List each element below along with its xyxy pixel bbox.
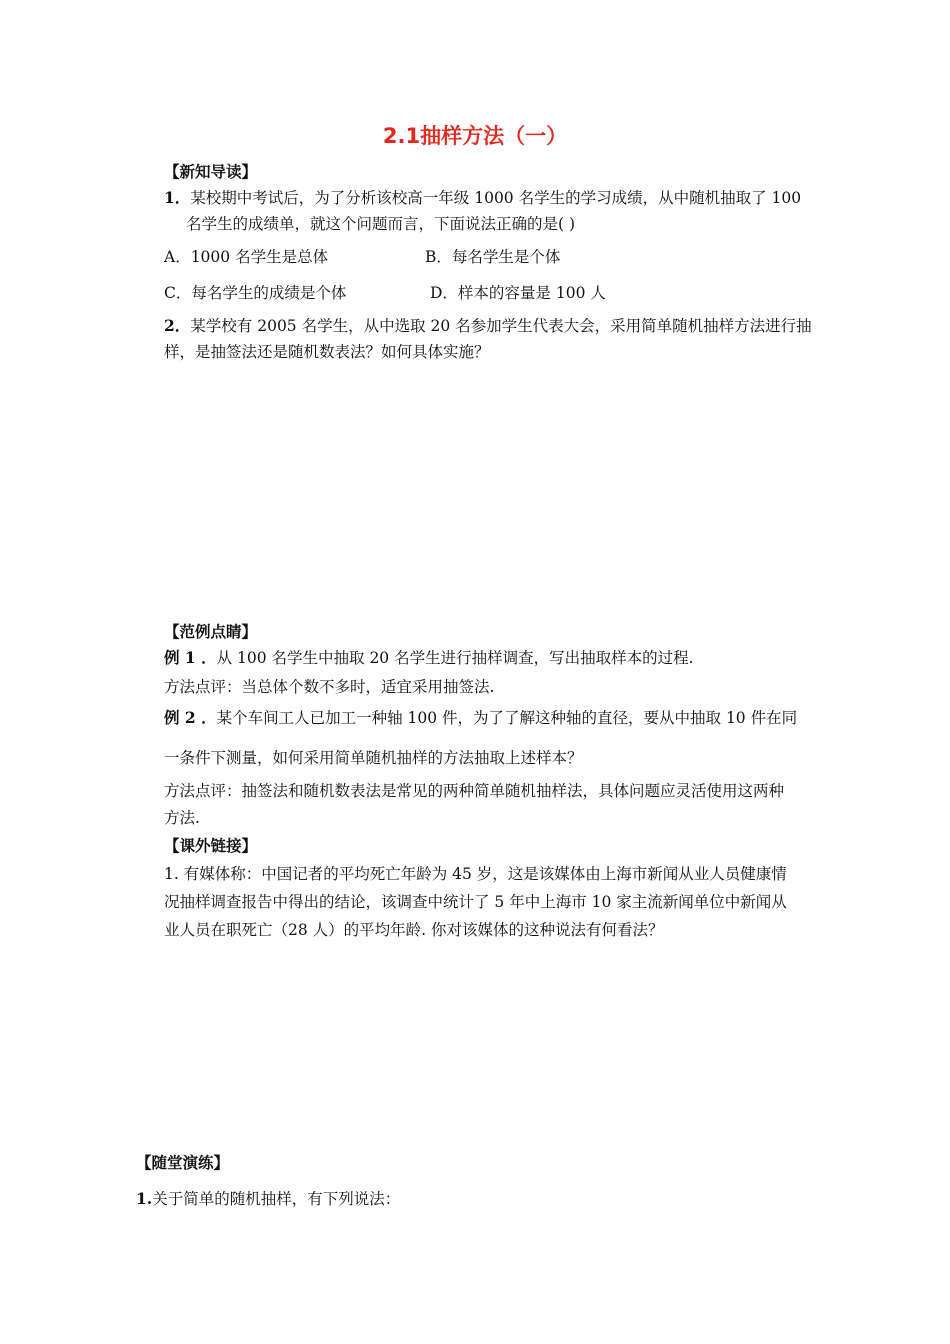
section-heading-extracurricular: 【课外链接】 (164, 837, 258, 855)
question-1-text: 某校期中考试后，为了分析该校高一年级 1000 名学生的学习成绩，从中随机抽取了 100 (190, 189, 802, 207)
example-2-line-1 (164, 706, 797, 728)
section-heading-new-knowledge: 【新知导读】 (164, 163, 258, 181)
example-1-text: 从 100 名学生中抽取 20 名学生进行抽样调查，写出抽取样本的过程. (216, 649, 694, 667)
example-1 (164, 646, 694, 668)
practice-question-1-text: 关于简单的随机抽样，有下列说法： (152, 1190, 401, 1208)
example-2-comment-line-1: 方法点评：抽签法和随机数表法是常见的两种简单随机抽样法，具体问题应灵活使用这两种 (164, 782, 785, 800)
question-2-number: 2． (164, 316, 191, 335)
practice-question-1-number: 1. (136, 1189, 153, 1208)
practice-question-1 (136, 1187, 400, 1209)
link-question-line-1: 1. 有媒体称：中国记者的平均死亡年龄为 45 岁，这是该媒体由上海市新闻从业人员健康情 (164, 865, 787, 883)
option-b: B．每名学生是个体 (425, 248, 561, 266)
option-a: A．1000 名学生是总体 (164, 248, 329, 266)
question-1-line-2: 名学生的成绩单，就这个问题而言，下面说法正确的是( ) (186, 215, 576, 233)
question-2-line-1 (164, 314, 812, 336)
option-c: C．每名学生的成绩是个体 (164, 284, 347, 302)
example-1-comment: 方法点评：当总体个数不多时，适宜采用抽签法. (164, 678, 495, 696)
example-2-comment-line-2: 方法. (164, 809, 200, 827)
example-2-text: 某个车间工人已加工一种轴 100 件，为了了解这种轴的直径，要从中抽取 10 件在同 (216, 709, 798, 727)
section-heading-examples: 【范例点睛】 (164, 623, 258, 641)
option-d: D．样本的容量是 100 人 (430, 284, 606, 302)
question-2-line-2: 样，是抽签法还是随机数表法？如何具体实施？ (164, 343, 490, 361)
section-heading-practice: 【随堂演练】 (136, 1154, 230, 1172)
example-2-label: 例 2 ． (164, 708, 217, 727)
question-1-line-1 (164, 186, 801, 208)
question-2-text: 某学校有 2005 名学生，从中选取 20 名参加学生代表大会，采用简单随机抽样方法进行抽 (190, 317, 812, 335)
link-question-line-3: 业人员在职死亡（28 人）的平均年龄. 你对该媒体的这种说法有何看法？ (164, 921, 664, 939)
example-2-line-2: 一条件下测量，如何采用简单随机抽样的方法抽取上述样本？ (164, 749, 583, 767)
link-question-line-2: 况抽样调查报告中得出的结论，该调查中统计了 5 年中上海市 10 家主流新闻单位中新闻从 (164, 893, 787, 911)
example-1-label: 例 1 ． (164, 648, 217, 667)
page-title: 2.1抽样方法（一） (382, 124, 568, 148)
question-1-number: 1． (164, 188, 191, 207)
